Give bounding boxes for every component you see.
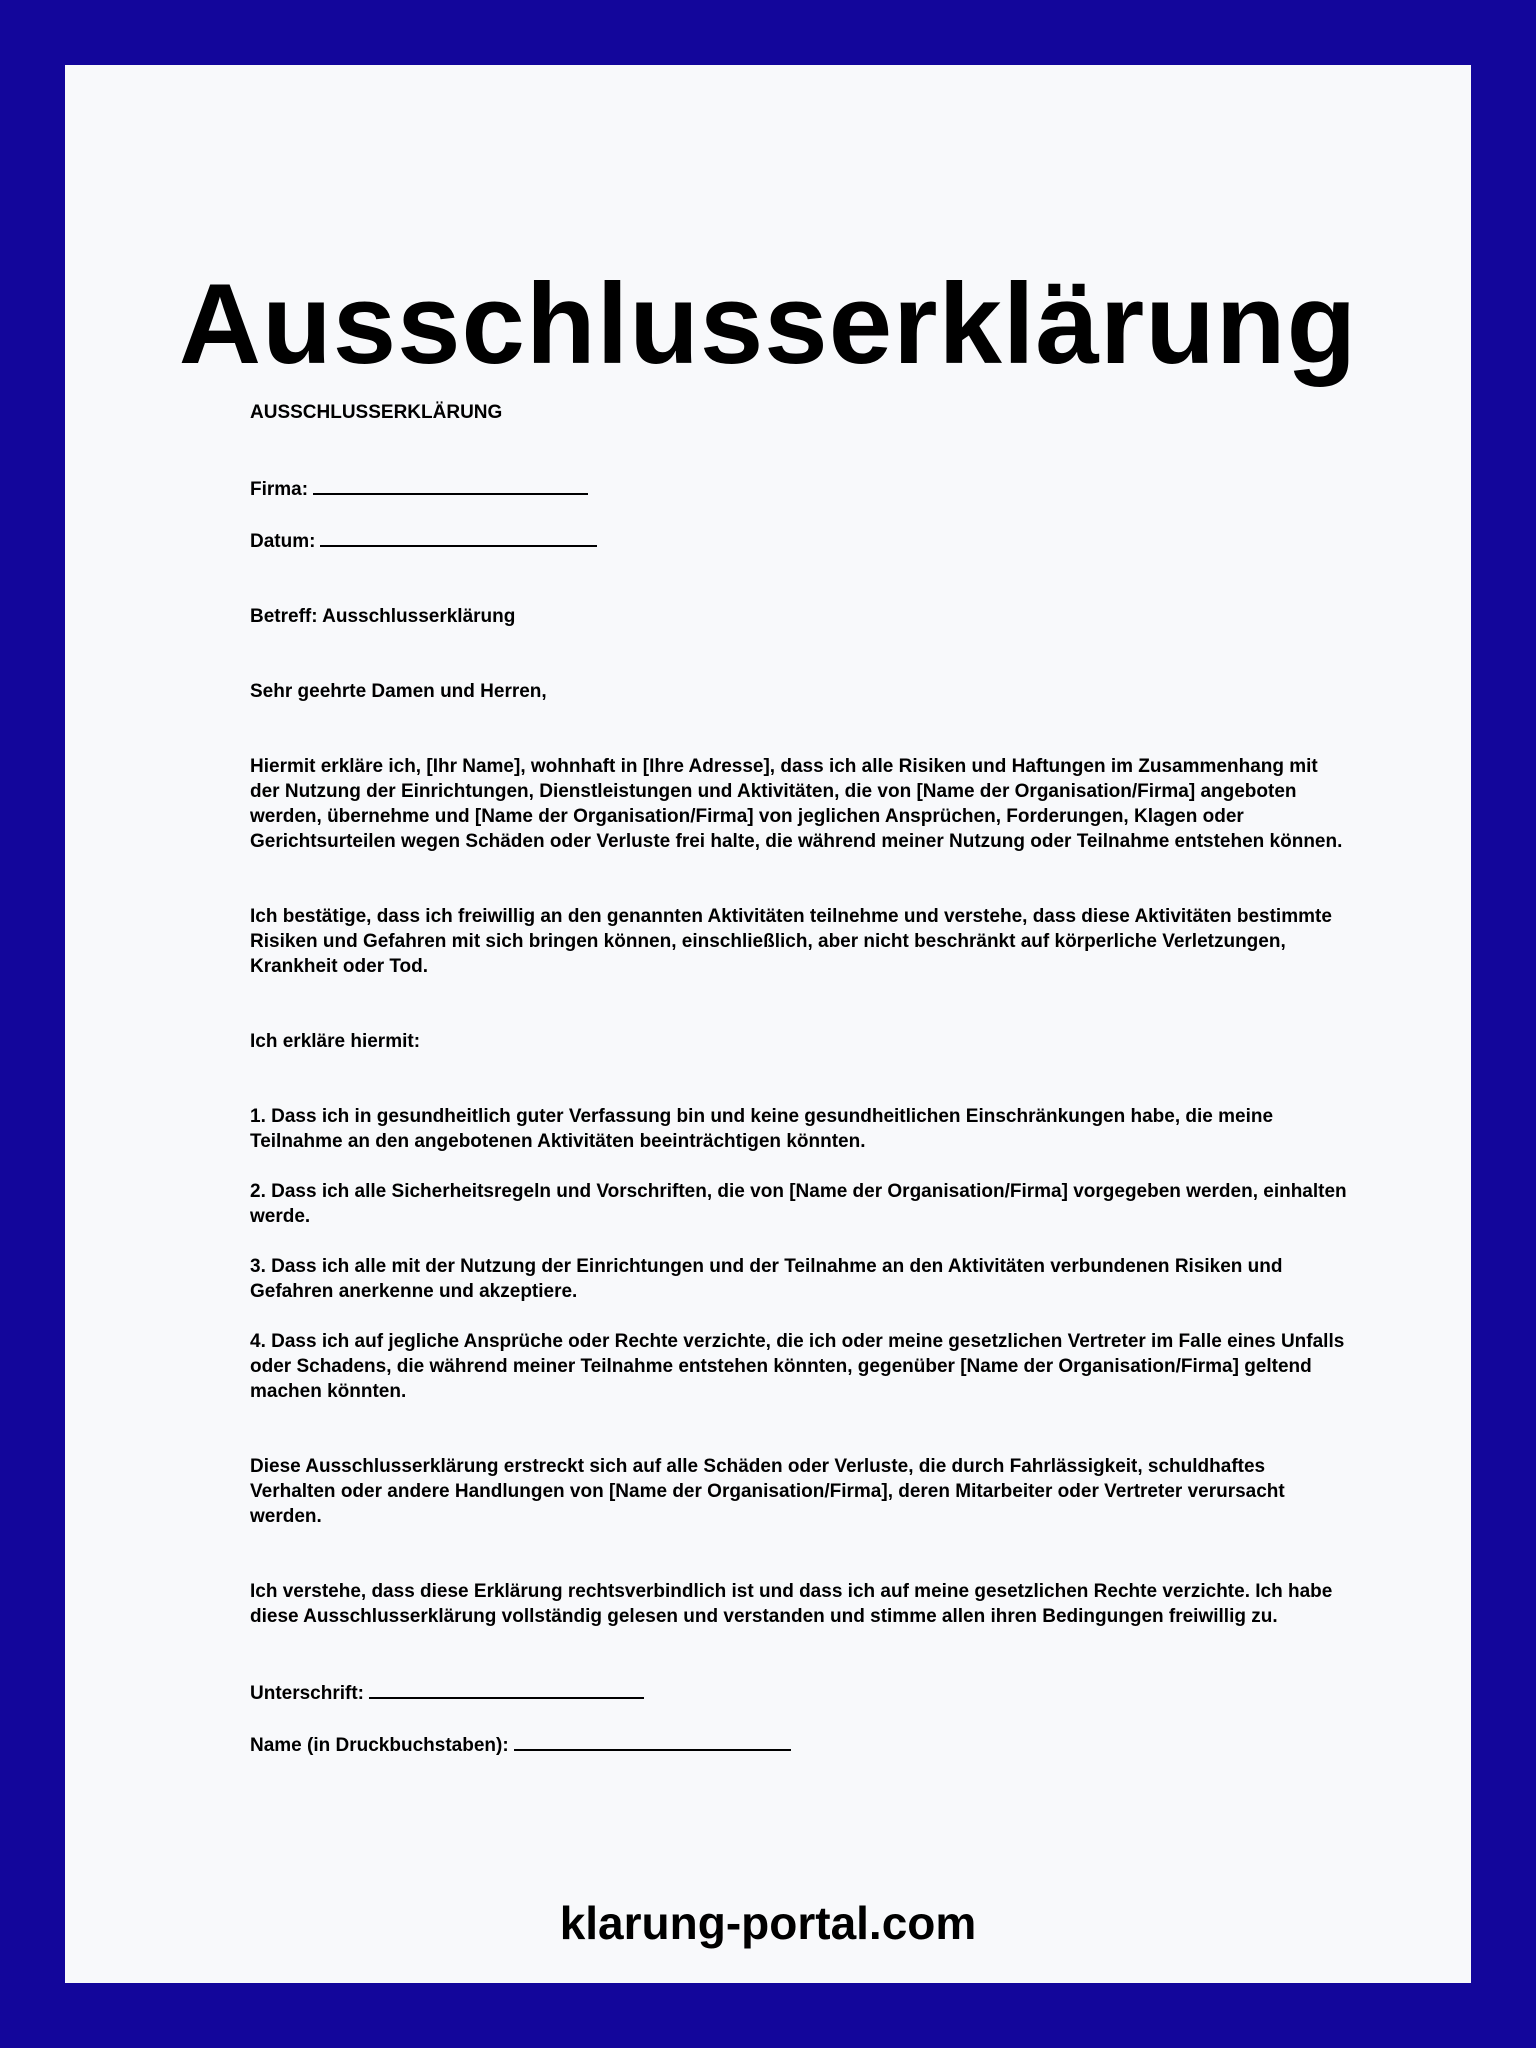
datum-label: Datum: [250,531,316,552]
datum-field [250,527,1350,554]
firma-blank-line[interactable] [313,475,588,495]
subject-line: Betreff: Ausschlusserklärung [250,606,516,627]
list-item-1: 1. Dass ich in gesundheitlich guter Verfassung bin und keine gesundheitlichen Einschränkungen habe, die meine Teilnahme an den angebotenen Aktivitäten beeinträchtigen könnten. [250,1106,1274,1152]
printed-name-label: Name (in Druckbuchstaben): [250,1735,509,1756]
signature-label: Unterschrift: [250,1683,365,1704]
firma-label: Firma: [250,479,309,500]
list-item-4: 4. Dass ich auf jegliche Ansprüche oder Rechte verzichte, die ich oder meine gesetzlichen Vertreter im Falle eines Unfalls oder Schadens, die während meiner Teilnahme entstehen könnten, gegenüber [Name der Organisation/Firma] geltend machen könnten. [250,1331,1345,1402]
declaration-intro: Ich erkläre hiermit: [250,1031,421,1052]
list-item-3: 3. Dass ich alle mit der Nutzung der Einrichtungen und der Teilnahme an den Aktivitäten verbundenen Risiken und Gefahren anerkenne und akzeptiere. [250,1256,1283,1302]
signature-blank-line[interactable] [369,1679,644,1699]
printed-name-blank-line[interactable] [514,1731,791,1751]
printed-name-field [250,1731,1350,1758]
signature-field [250,1679,1350,1706]
paragraph-3: Diese Ausschlusserklärung erstreckt sich auf alle Schäden oder Verluste, die durch Fahrlässigkeit, schuldhaftes Verhalten oder andere Handlungen von [Name der Organisation/Firma], deren Mitarbeiter oder Vertreter verursacht werden. [250,1456,1285,1527]
document-heading: AUSSCHLUSSERKLÄRUNG [250,402,503,423]
document-page [65,65,1471,1983]
paragraph-4: Ich verstehe, dass diese Erklärung rechtsverbindlich ist und dass ich auf meine gesetzlichen Rechte verzichte. Ich habe diese Ausschlusserklärung vollständig gelesen und verstanden und stimme allen ihren Bedingungen freiwillig zu. [250,1581,1333,1627]
paragraph-1: Hiermit erkläre ich, [Ihr Name], wohnhaft in [Ihre Adresse], dass ich alle Risiken und Haftungen im Zusammenhang mit der Nutzung der Einrichtungen, Dienstleistungen und Aktivitäten, die von [Name der Organisation/Firma] angeboten werden, übernehme und [Name der Organisation/Firma] von jeglichen Ansprüchen, Forderungen, Klagen oder Gerichtsurteilen wegen Schäden oder Verluste frei halte, die während meiner Nutzung oder Teilnahme entstehen können. [250,756,1343,852]
page-title: Ausschlusserklärung [178,261,1358,388]
footer-website: klarung-portal.com [559,1897,977,1949]
list-item-2: 2. Dass ich alle Sicherheitsregeln und Vorschriften, die von [Name der Organisation/Firma] vorgegeben werden, einhalten werde. [250,1181,1347,1227]
paragraph-2: Ich bestätige, dass ich freiwillig an den genannten Aktivitäten teilnehme und verstehe, dass diese Aktivitäten bestimmte Risiken und Gefahren mit sich bringen können, einschließlich, aber nicht beschränkt auf körperliche Verletzungen, Krankheit oder Tod. [250,906,1332,977]
document-body [250,400,1350,1783]
salutation: Sehr geehrte Damen und Herren, [250,681,547,702]
firma-field [250,475,1350,502]
datum-blank-line[interactable] [320,527,597,547]
